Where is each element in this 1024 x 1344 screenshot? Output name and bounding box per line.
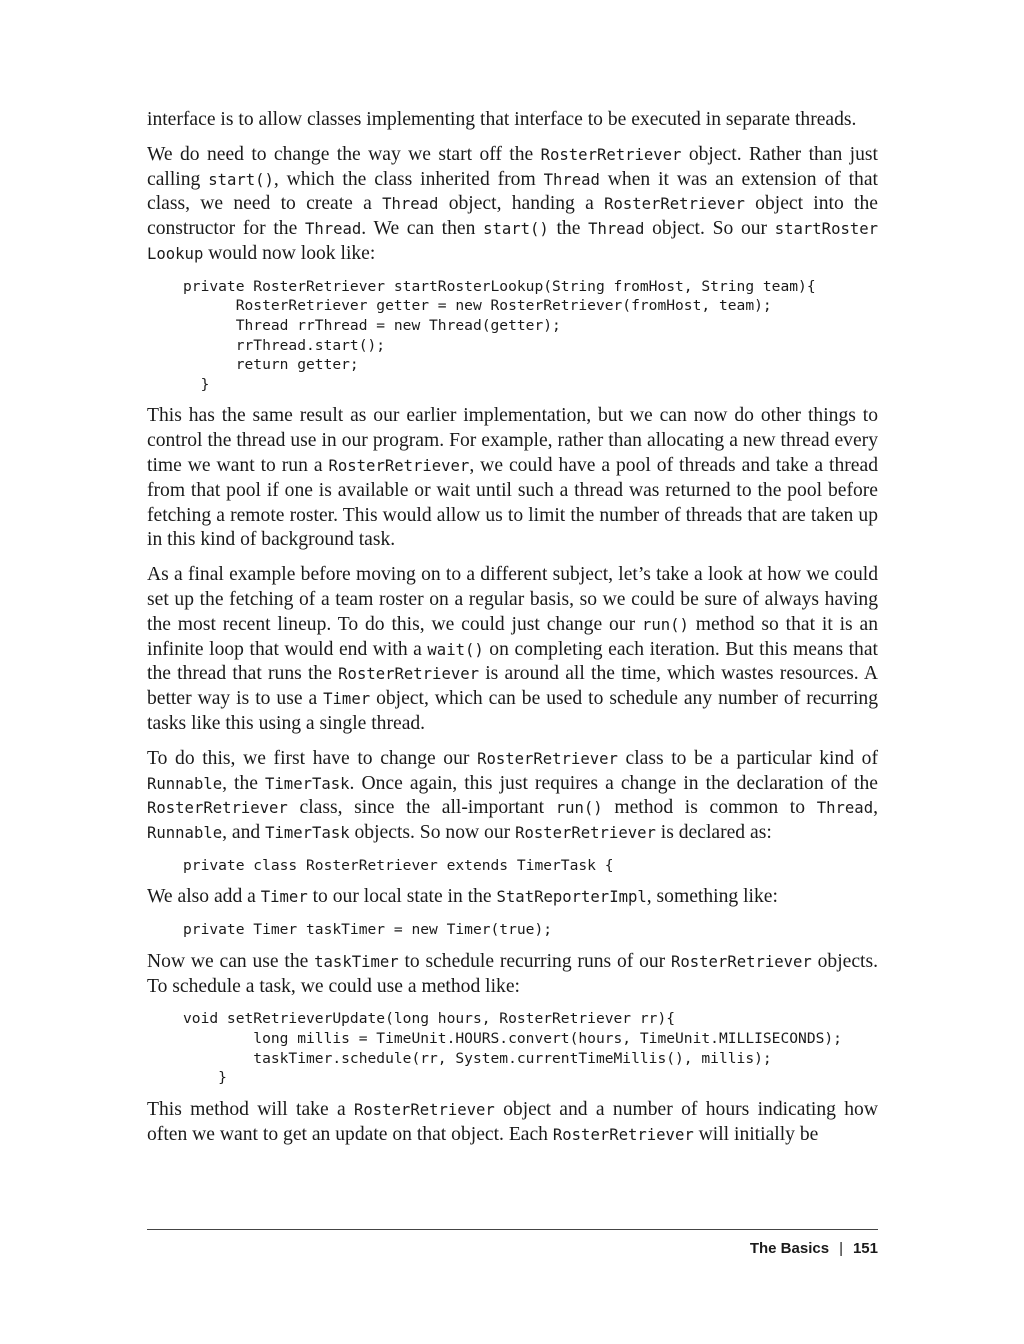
text-run: object and a number of hours indicating how often we want to get an update on that object. Each <box>147 1098 878 1145</box>
paragraph-group-2 <box>147 404 878 846</box>
text-run: class, since the all-important <box>287 797 556 819</box>
text-run: , the <box>222 772 266 794</box>
text-run: method so that it is an infinite loop that would end with a <box>147 613 878 660</box>
paragraph-p5 <box>147 885 878 910</box>
text-run: This method will take a <box>147 1098 354 1120</box>
text-run: object. So our <box>644 218 775 240</box>
text-run: . Once again, this just requires a change in the declaration of the <box>349 772 878 794</box>
paragraph-group-5 <box>147 1098 878 1148</box>
paragraph-p6 <box>147 950 878 1000</box>
paragraph-p0 <box>147 108 878 133</box>
text-run: , which the class inherited from <box>273 168 544 190</box>
paragraph-p2 <box>147 404 878 553</box>
inline-code: RosterRetriever <box>338 665 479 684</box>
text-run: when it was an extension of that class, we need to create a <box>147 168 878 215</box>
text-run: . We can then <box>361 218 484 240</box>
text-run: interface is to allow classes implementing that interface to be executed in separate threads. <box>147 109 857 130</box>
inline-code: Runnable <box>147 774 223 793</box>
text-run: to schedule recurring runs of our <box>398 950 671 972</box>
text-run: objects. So now our <box>349 822 516 844</box>
text-run: method is common to <box>602 797 817 819</box>
text-run: object. Rather than just calling <box>147 143 878 190</box>
text-run: , we could have a pool of threads and take a thread from that pool if one is available or wait until such a thread was returned to the pool before fetching a remote roster. This would allow us to limit the number of threads that are taken up in this kind of background task. <box>147 454 878 551</box>
inline-code: Timer <box>260 888 308 907</box>
paragraph-group-3 <box>147 885 878 910</box>
paragraph-p4 <box>147 747 878 846</box>
inline-code: RosterRetriever <box>477 749 618 768</box>
text-run: object, which can be used to schedule any number of recurring tasks like this using a single thread. <box>147 688 879 734</box>
text-run: class to be a particular kind of <box>617 747 878 769</box>
inline-code: Thread <box>304 220 362 239</box>
paragraph-p7 <box>147 1098 878 1148</box>
inline-code: RosterRetriever <box>670 952 812 971</box>
text-run: will initially be <box>693 1123 819 1145</box>
text-run: on completing each iteration. But this means that the thread that runs the <box>147 638 878 685</box>
text-run: object into the constructor for the <box>147 193 878 240</box>
inline-code: startRoster Lookup <box>147 220 879 263</box>
text-run: We also add a <box>147 886 261 908</box>
inline-code: start() <box>483 220 549 239</box>
paragraph-p1 <box>147 143 878 267</box>
inline-code: RosterRetriever <box>540 145 682 164</box>
code-block-start-roster-lookup: private RosterRetriever startRosterLookup(String fromHost, String team){ RosterRetriever getter = new RosterRetriever(fromHost, team); Thread rrThread = new Thread(getter); rrThread.start(); return getter; } <box>183 277 816 393</box>
text-run: object, handing a <box>438 193 605 215</box>
inline-code: run() <box>641 615 689 634</box>
inline-code: RosterRetriever <box>552 1125 694 1144</box>
code-block-set-retriever-update: void setRetrieverUpdate(long hours, RosterRetriever rr){ long millis = TimeUnit.HOURS.convert(hours, TimeUnit.MILLISECONDS); taskTimer.schedule(rr, System.currentTimeMillis(), millis); } <box>183 1010 842 1087</box>
page-footer <box>750 1240 878 1257</box>
inline-code: TimerTask <box>265 824 350 843</box>
text-run: is declared as: <box>655 822 772 844</box>
text-run: As a final example before moving on to a different subject, let’s take a look at how we could set up the fetching of a team roster on a regular basis, so we could be sure of always having the most recent lineup. To do this, we could just change our <box>147 564 878 635</box>
text-run: , something like: <box>646 886 778 908</box>
inline-code: Thread <box>543 170 600 189</box>
text-run: to our local state in the <box>307 886 497 908</box>
inline-code: RosterRetriever <box>328 456 470 475</box>
inline-code: Timer <box>323 690 371 709</box>
inline-code: run() <box>555 799 603 818</box>
paragraph-p3 <box>147 563 878 737</box>
page-body <box>147 108 878 1157</box>
inline-code: RosterRetriever <box>515 824 656 843</box>
text-run: would now look like: <box>203 242 376 264</box>
text-run: is around all the time, which wastes resources. A better way is to use a <box>147 663 878 710</box>
inline-code: RosterRetriever <box>353 1100 495 1119</box>
code-block-class-declaration: private class RosterRetriever extends TimerTask { <box>183 856 614 874</box>
inline-code: Thread <box>382 195 439 214</box>
inline-code: taskTimer <box>314 952 399 971</box>
footer-separator: | <box>839 1240 843 1257</box>
inline-code: wait() <box>427 640 484 659</box>
text-run: To do this, we first have to change our <box>147 747 478 769</box>
paragraph-group-4 <box>147 950 878 1000</box>
footer-section-title: The Basics <box>749 1240 830 1257</box>
text-run: the <box>548 218 589 240</box>
code-block-task-timer: private Timer taskTimer = new Timer(true); <box>183 921 553 939</box>
text-run: objects. To schedule a task, we could use a method like: <box>147 950 879 997</box>
inline-code: RosterRetriever <box>147 799 288 818</box>
text-run: , <box>873 797 878 819</box>
inline-code: Thread <box>816 799 874 818</box>
text-run: , and <box>222 822 266 844</box>
footer-rule <box>147 1229 878 1230</box>
inline-code: StatReporterImpl <box>496 888 647 907</box>
paragraph-group-1 <box>147 108 878 267</box>
inline-code: TimerTask <box>265 774 350 793</box>
page-number: 151 <box>852 1240 878 1257</box>
inline-code: start() <box>208 170 274 189</box>
inline-code: Thread <box>588 220 645 239</box>
text-run: Now we can use the <box>147 950 315 972</box>
text-run: This has the same result as our earlier implementation, but we can now do other things to control the thread use in our program. For example, rather than allocating a new thread every time we want to run a <box>147 405 878 476</box>
inline-code: RosterRetriever <box>604 195 745 214</box>
inline-code: Runnable <box>147 824 223 843</box>
text-run: We do need to change the way we start off the <box>147 143 541 165</box>
